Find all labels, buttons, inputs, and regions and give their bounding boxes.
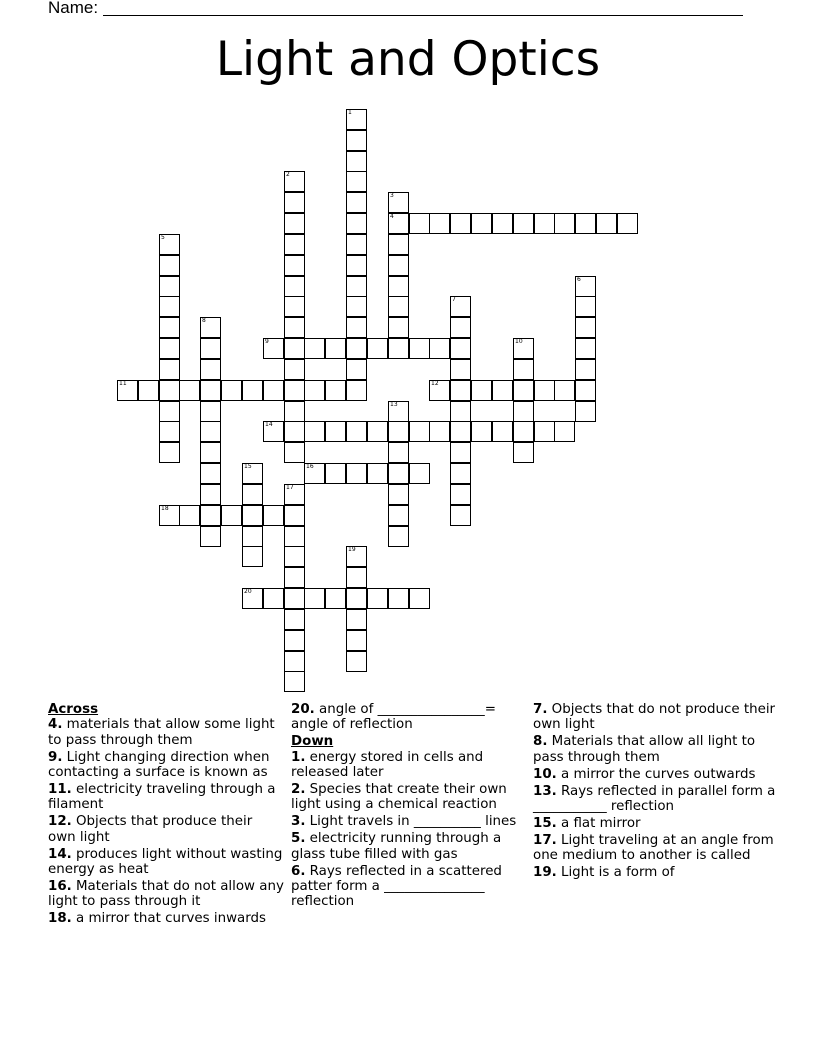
down-heading: Down: [291, 734, 334, 750]
grid-cell[interactable]: [284, 609, 305, 630]
grid-cell[interactable]: [346, 317, 367, 338]
clue-number: 3.: [291, 814, 306, 830]
grid-cell[interactable]: [284, 505, 305, 526]
clue-text: Materials that do not allow any light to pass through it: [48, 878, 284, 910]
clue-down-3: [291, 814, 523, 829]
grid-cell[interactable]: [284, 317, 305, 338]
clue-number: 13.: [533, 783, 557, 799]
grid-cell[interactable]: [450, 296, 471, 317]
clue-down-17: [533, 833, 778, 864]
clue-text: Objects that do not produce their own light: [533, 702, 776, 733]
grid-cell[interactable]: [159, 380, 180, 401]
grid-cell[interactable]: [513, 338, 534, 359]
grid-cell[interactable]: [388, 213, 409, 234]
grid-cell[interactable]: [492, 213, 513, 234]
grid-cell[interactable]: [388, 338, 409, 359]
grid-cell[interactable]: [575, 213, 596, 234]
grid-cell[interactable]: [346, 630, 367, 651]
clue-number: 6.: [291, 863, 306, 879]
grid-cell[interactable]: [429, 338, 450, 359]
cell-number: 20: [244, 588, 252, 595]
clue-number: 4.: [48, 717, 63, 733]
clue-text: energy stored in cells and released later: [291, 749, 484, 781]
grid-cell[interactable]: [284, 421, 305, 442]
grid-cell[interactable]: [346, 171, 367, 192]
grid-cell[interactable]: [450, 463, 471, 484]
grid-cell[interactable]: [284, 192, 305, 213]
clue-down-19: [533, 865, 778, 880]
grid-cell[interactable]: [388, 255, 409, 276]
grid-cell[interactable]: [325, 463, 346, 484]
grid-cell[interactable]: [346, 192, 367, 213]
cell-number: 1: [348, 109, 352, 116]
grid-cell[interactable]: [138, 380, 159, 401]
grid-cell[interactable]: [409, 588, 430, 609]
grid-cell[interactable]: [304, 380, 325, 401]
grid-cell[interactable]: [388, 192, 409, 213]
cell-number: 18: [161, 505, 169, 512]
grid-cell[interactable]: [159, 401, 180, 422]
grid-cell[interactable]: [575, 317, 596, 338]
grid-cell[interactable]: [575, 380, 596, 401]
grid-cell[interactable]: [575, 338, 596, 359]
grid-cell[interactable]: [284, 296, 305, 317]
grid-cell[interactable]: [346, 609, 367, 630]
clue-number: 12.: [48, 814, 72, 830]
cell-number: 19: [348, 546, 356, 553]
cell-number: 4: [390, 213, 394, 220]
grid-cell[interactable]: [388, 484, 409, 505]
grid-cell[interactable]: [284, 380, 305, 401]
clue-number: 17.: [533, 832, 557, 848]
grid-cell[interactable]: [450, 359, 471, 380]
clue-down-13: [533, 784, 778, 815]
grid-cell[interactable]: [554, 213, 575, 234]
name-label: Name:: [48, 0, 99, 17]
grid-cell[interactable]: [346, 234, 367, 255]
cell-number: 8: [202, 317, 206, 324]
grid-cell[interactable]: [388, 442, 409, 463]
clue-text: a flat mirror: [561, 815, 641, 831]
cell-number: 9: [265, 338, 269, 345]
grid-cell[interactable]: [367, 421, 388, 442]
clue-down-5: [291, 831, 523, 862]
cell-number: 14: [265, 421, 273, 428]
grid-cell[interactable]: [388, 296, 409, 317]
grid-cell[interactable]: [200, 359, 221, 380]
clue-text: Materials that allow all light to pass through them: [533, 734, 756, 765]
grid-cell[interactable]: [304, 588, 325, 609]
grid-cell[interactable]: [284, 651, 305, 672]
clue-text: Objects that produce their own light: [48, 814, 253, 845]
grid-cell[interactable]: [284, 546, 305, 567]
grid-cell[interactable]: [513, 380, 534, 401]
grid-cell[interactable]: [159, 296, 180, 317]
grid-cell[interactable]: [450, 442, 471, 463]
clue-down-1: [291, 750, 523, 781]
grid-cell[interactable]: [534, 421, 555, 442]
grid-cell[interactable]: [179, 505, 200, 526]
clue-text: Light changing direction when contacting a surface is known as: [48, 749, 270, 781]
grid-cell[interactable]: [346, 463, 367, 484]
grid-cell[interactable]: [242, 505, 263, 526]
grid-cell[interactable]: [242, 588, 263, 609]
grid-cell[interactable]: [242, 484, 263, 505]
grid-cell[interactable]: [159, 276, 180, 297]
grid-cell[interactable]: [388, 317, 409, 338]
grid-cell[interactable]: [513, 401, 534, 422]
grid-cell[interactable]: [450, 338, 471, 359]
grid-cell[interactable]: [200, 401, 221, 422]
grid-cell[interactable]: [471, 213, 492, 234]
clue-column-3: [533, 702, 778, 882]
clue-column-2: [291, 702, 523, 911]
grid-cell[interactable]: [596, 213, 617, 234]
grid-cell[interactable]: [242, 546, 263, 567]
grid-cell[interactable]: [346, 588, 367, 609]
grid-cell[interactable]: [159, 505, 180, 526]
clue-across-16: [48, 879, 284, 910]
grid-cell[interactable]: [284, 484, 305, 505]
cell-number: 6: [577, 276, 581, 283]
grid-cell[interactable]: [554, 380, 575, 401]
grid-cell[interactable]: [346, 651, 367, 672]
grid-cell[interactable]: [284, 671, 305, 692]
clue-text: Light travels in __________ lines: [309, 814, 517, 830]
clue-number: 7.: [533, 702, 548, 717]
grid-cell[interactable]: [159, 317, 180, 338]
grid-cell[interactable]: [242, 380, 263, 401]
grid-cell[interactable]: [284, 630, 305, 651]
grid-cell[interactable]: [284, 234, 305, 255]
clue-column-1: [48, 702, 284, 928]
grid-cell[interactable]: [263, 505, 284, 526]
cell-number: 15: [244, 463, 252, 470]
grid-cell[interactable]: [388, 401, 409, 422]
clue-number: 20.: [291, 702, 315, 717]
clue-text: Rays reflected in a scattered patter form a _______________ reflection: [291, 863, 502, 910]
cell-number: 13: [390, 401, 398, 408]
grid-cell[interactable]: [221, 380, 242, 401]
grid-cell[interactable]: [450, 213, 471, 234]
grid-cell[interactable]: [325, 588, 346, 609]
grid-cell[interactable]: [346, 130, 367, 151]
grid-cell[interactable]: [388, 421, 409, 442]
clue-text: a mirror the curves outwards: [561, 766, 756, 782]
grid-cell[interactable]: [263, 338, 284, 359]
grid-cell[interactable]: [388, 505, 409, 526]
clue-number: 10.: [533, 766, 557, 782]
grid-cell[interactable]: [429, 421, 450, 442]
grid-cell[interactable]: [200, 526, 221, 547]
clue-down-7: [533, 702, 778, 733]
grid-cell[interactable]: [409, 421, 430, 442]
grid-cell[interactable]: [492, 421, 513, 442]
grid-cell[interactable]: [200, 505, 221, 526]
page-title: Light and Optics: [215, 32, 601, 87]
grid-cell[interactable]: [200, 421, 221, 442]
clue-text: a mirror that curves inwards: [76, 911, 266, 927]
grid-cell[interactable]: [513, 213, 534, 234]
grid-cell[interactable]: [304, 421, 325, 442]
clue-across-12: [48, 814, 284, 845]
clue-number: 16.: [48, 878, 72, 894]
grid-cell[interactable]: [304, 463, 325, 484]
grid-cell[interactable]: [159, 338, 180, 359]
clue-across-18: [48, 911, 284, 926]
clue-across-20: [291, 702, 523, 733]
grid-cell[interactable]: [159, 359, 180, 380]
grid-cell[interactable]: [284, 171, 305, 192]
grid-cell[interactable]: [388, 526, 409, 547]
grid-cell[interactable]: [284, 338, 305, 359]
grid-cell[interactable]: [388, 234, 409, 255]
cell-number: 10: [515, 338, 523, 345]
grid-cell[interactable]: [388, 463, 409, 484]
grid-cell[interactable]: [325, 421, 346, 442]
clue-text: Light is a form of: [561, 865, 675, 881]
grid-cell[interactable]: [534, 213, 555, 234]
grid-cell[interactable]: [346, 276, 367, 297]
grid-cell[interactable]: [200, 338, 221, 359]
grid-cell[interactable]: [346, 546, 367, 567]
grid-cell[interactable]: [284, 442, 305, 463]
grid-cell[interactable]: [492, 380, 513, 401]
grid-cell[interactable]: [409, 213, 430, 234]
grid-cell[interactable]: [284, 359, 305, 380]
grid-cell[interactable]: [575, 276, 596, 297]
grid-cell[interactable]: [263, 421, 284, 442]
grid-cell[interactable]: [450, 421, 471, 442]
clue-text: Light traveling at an angle from one medium to another is called: [533, 832, 774, 864]
clue-text: Rays reflected in parallel form a ___________ reflection: [533, 783, 776, 814]
grid-cell[interactable]: [388, 588, 409, 609]
clue-number: 1.: [291, 749, 306, 765]
clue-text: Species that create their own light using a chemical reaction: [291, 782, 507, 813]
grid-cell[interactable]: [200, 463, 221, 484]
grid-cell[interactable]: [367, 588, 388, 609]
clue-number: 14.: [48, 846, 72, 862]
clue-text: produces light without wasting energy as heat: [48, 846, 283, 878]
across-heading: Across: [48, 702, 99, 717]
clue-across-14: [48, 847, 284, 878]
grid-cell[interactable]: [242, 463, 263, 484]
grid-cell[interactable]: [159, 442, 180, 463]
grid-cell[interactable]: [117, 380, 138, 401]
grid-cell[interactable]: [159, 421, 180, 442]
clue-down-6: [291, 864, 523, 910]
grid-cell[interactable]: [346, 151, 367, 172]
clue-down-10: [533, 767, 778, 782]
grid-cell[interactable]: [575, 401, 596, 422]
grid-cell[interactable]: [471, 421, 492, 442]
cell-number: 7: [452, 296, 456, 303]
cell-number: 17: [286, 484, 294, 491]
grid-cell[interactable]: [346, 213, 367, 234]
grid-cell[interactable]: [284, 401, 305, 422]
clue-number: 18.: [48, 911, 72, 927]
grid-cell[interactable]: [200, 380, 221, 401]
grid-cell[interactable]: [367, 463, 388, 484]
grid-cell[interactable]: [346, 567, 367, 588]
grid-cell[interactable]: [263, 588, 284, 609]
grid-cell[interactable]: [346, 296, 367, 317]
grid-cell[interactable]: [346, 421, 367, 442]
grid-cell[interactable]: [304, 338, 325, 359]
grid-cell[interactable]: [200, 484, 221, 505]
cell-number: 3: [390, 192, 394, 199]
clue-across-11: [48, 782, 284, 813]
clue-down-15: [533, 816, 778, 831]
clue-number: 19.: [533, 865, 557, 881]
grid-cell[interactable]: [200, 442, 221, 463]
grid-cell[interactable]: [450, 317, 471, 338]
grid-cell[interactable]: [575, 359, 596, 380]
grid-cell[interactable]: [513, 421, 534, 442]
grid-cell[interactable]: [471, 380, 492, 401]
grid-cell[interactable]: [450, 380, 471, 401]
grid-cell[interactable]: [221, 505, 242, 526]
clue-number: 5.: [291, 831, 306, 847]
clue-across-4: [48, 717, 284, 748]
grid-cell[interactable]: [409, 463, 430, 484]
clue-text: materials that allow some light to pass through them: [48, 717, 275, 748]
grid-cell[interactable]: [325, 338, 346, 359]
clue-text: electricity running through a glass tube filled with gas: [291, 831, 502, 862]
cell-number: 16: [306, 463, 314, 470]
clue-number: 9.: [48, 749, 63, 765]
clue-down-2: [291, 782, 523, 813]
cell-number: 2: [286, 171, 290, 178]
grid-cell[interactable]: [367, 338, 388, 359]
grid-cell[interactable]: [554, 421, 575, 442]
grid-cell[interactable]: [450, 505, 471, 526]
grid-cell[interactable]: [200, 317, 221, 338]
grid-cell[interactable]: [284, 526, 305, 547]
grid-cell[interactable]: [575, 296, 596, 317]
grid-cell[interactable]: [388, 276, 409, 297]
clue-down-8: [533, 734, 778, 765]
grid-cell[interactable]: [346, 380, 367, 401]
grid-cell[interactable]: [346, 109, 367, 130]
clue-number: 15.: [533, 815, 557, 831]
grid-cell[interactable]: [284, 255, 305, 276]
grid-cell[interactable]: [513, 442, 534, 463]
cell-number: 5: [161, 234, 165, 241]
grid-cell[interactable]: [617, 213, 638, 234]
clue-number: 8.: [533, 734, 548, 750]
grid-cell[interactable]: [450, 484, 471, 505]
grid-cell[interactable]: [346, 338, 367, 359]
cell-number: 11: [119, 380, 127, 387]
grid-cell[interactable]: [346, 359, 367, 380]
grid-cell[interactable]: [429, 213, 450, 234]
grid-cell[interactable]: [159, 234, 180, 255]
grid-cell[interactable]: [284, 567, 305, 588]
grid-cell[interactable]: [263, 380, 284, 401]
grid-cell[interactable]: [534, 380, 555, 401]
grid-cell[interactable]: [429, 380, 450, 401]
grid-cell[interactable]: [513, 359, 534, 380]
grid-cell[interactable]: [159, 255, 180, 276]
grid-cell[interactable]: [284, 276, 305, 297]
grid-cell[interactable]: [450, 401, 471, 422]
clue-number: 11.: [48, 782, 72, 798]
grid-cell[interactable]: [409, 338, 430, 359]
clue-across-9: [48, 750, 284, 781]
clue-number: 2.: [291, 782, 306, 798]
grid-cell[interactable]: [325, 380, 346, 401]
clue-text: electricity traveling through a filament: [48, 782, 276, 813]
cell-number: 12: [431, 380, 439, 387]
grid-cell[interactable]: [284, 213, 305, 234]
grid-cell[interactable]: [179, 380, 200, 401]
grid-cell[interactable]: [284, 588, 305, 609]
clue-text: angle of ________________= angle of reflection: [291, 702, 496, 733]
grid-cell[interactable]: [346, 255, 367, 276]
grid-cell[interactable]: [242, 526, 263, 547]
